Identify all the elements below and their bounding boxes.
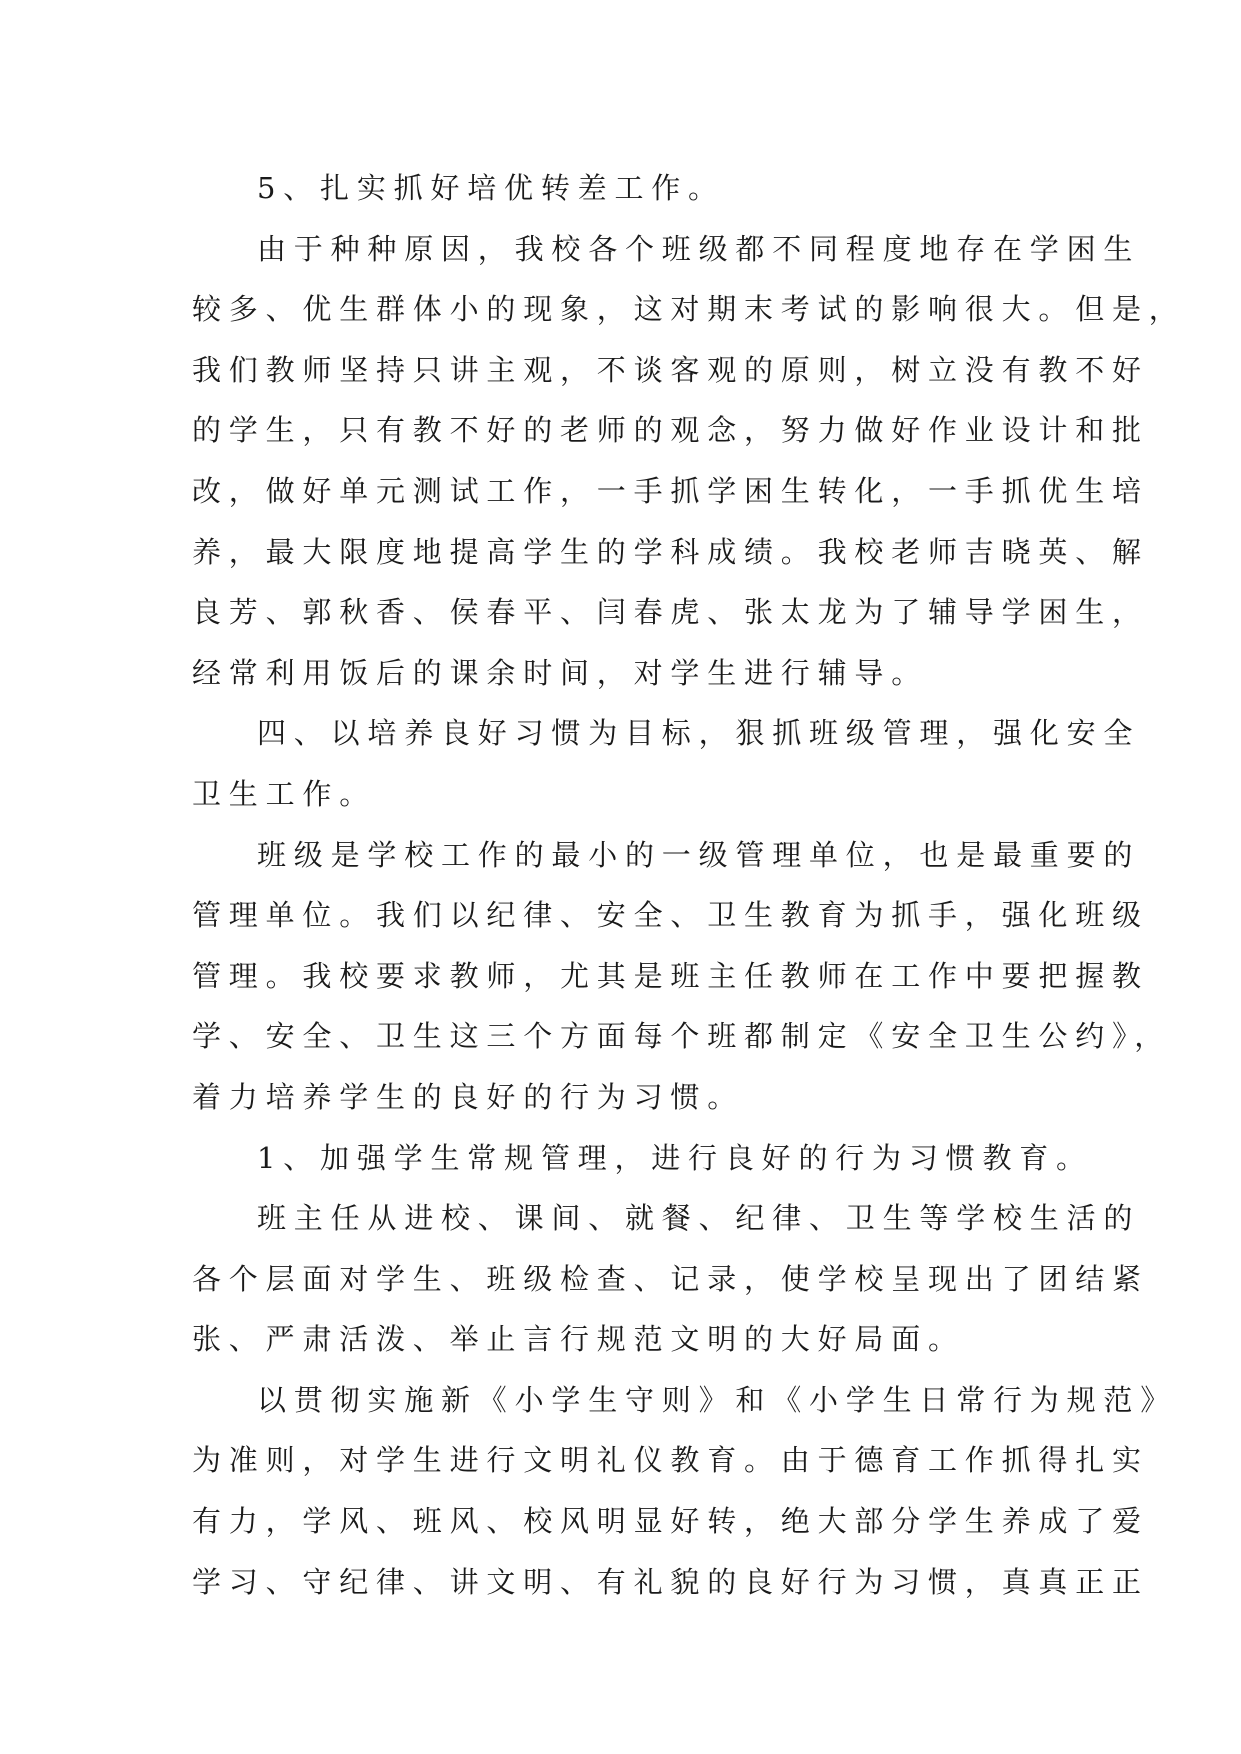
- text-line: 由于种种原因，我校各个班级都不同程度地存在学困生: [257, 231, 1141, 266]
- text-line: 管理。我校要求教师，尤其是班主任教师在工作中要把握教: [192, 958, 1149, 993]
- text-line: 班主任从进校、课间、就餐、纪律、卫生等学校生活的: [257, 1201, 1141, 1236]
- text-line: 1、加强学生常规管理，进行良好的行为习惯教育。: [257, 1140, 1093, 1175]
- text-line: 管理单位。我们以纪律、安全、卫生教育为抓手，强化班级: [192, 898, 1149, 933]
- text-line: 班级是学校工作的最小的一级管理单位，也是最重要的: [257, 837, 1141, 872]
- text-line: 5、扎实抓好培优转差工作。: [257, 171, 725, 205]
- text-line: 较多、优生群体小的现象，这对期末考试的影响很大。但是，: [192, 292, 1186, 327]
- text-line: 改，做好单元测试工作，一手抓学困生转化，一手抓优生培: [192, 473, 1149, 508]
- text-line: 我们教师坚持只讲主观，不谈客观的原则，树立没有教不好: [192, 352, 1149, 387]
- text-line: 四、以培养良好习惯为目标，狠抓班级管理，强化安全: [257, 716, 1141, 751]
- text-line: 良芳、郭秋香、侯春平、闫春虎、张太龙为了辅导学困生，: [192, 595, 1149, 630]
- text-line: 各个层面对学生、班级检查、记录，使学校呈现出了团结紧: [192, 1261, 1149, 1296]
- body-text: [192, 158, 1186, 1612]
- text-line: 张、严肃活泼、举止言行规范文明的大好局面。: [192, 1322, 965, 1357]
- text-line: 养，最大限度地提高学生的学科成绩。我校老师吉晓英、解: [192, 534, 1149, 569]
- text-line: 着力培养学生的良好的行为习惯。: [192, 1079, 745, 1114]
- text-line: 为准则，对学生进行文明礼仪教育。由于德育工作抓得扎实: [192, 1443, 1149, 1478]
- text-line: 以贯彻实施新《小学生守则》和《小学生日常行为规范》: [257, 1382, 1178, 1417]
- text-line: 的学生，只有教不好的老师的观念，努力做好作业设计和批: [192, 413, 1149, 448]
- text-line: 卫生工作。: [192, 776, 377, 811]
- text-line: 经常利用饭后的课余时间，对学生进行辅导。: [192, 655, 929, 690]
- text-line: 学习、守纪律、讲文明、有礼貌的良好行为习惯，真真正正: [192, 1564, 1149, 1599]
- text-line: 有力，学风、班风、校风明显好转，绝大部分学生养成了爱: [192, 1504, 1149, 1539]
- text-line: 学、安全、卫生这三个方面每个班都制定《安全卫生公约》，: [192, 1019, 1172, 1054]
